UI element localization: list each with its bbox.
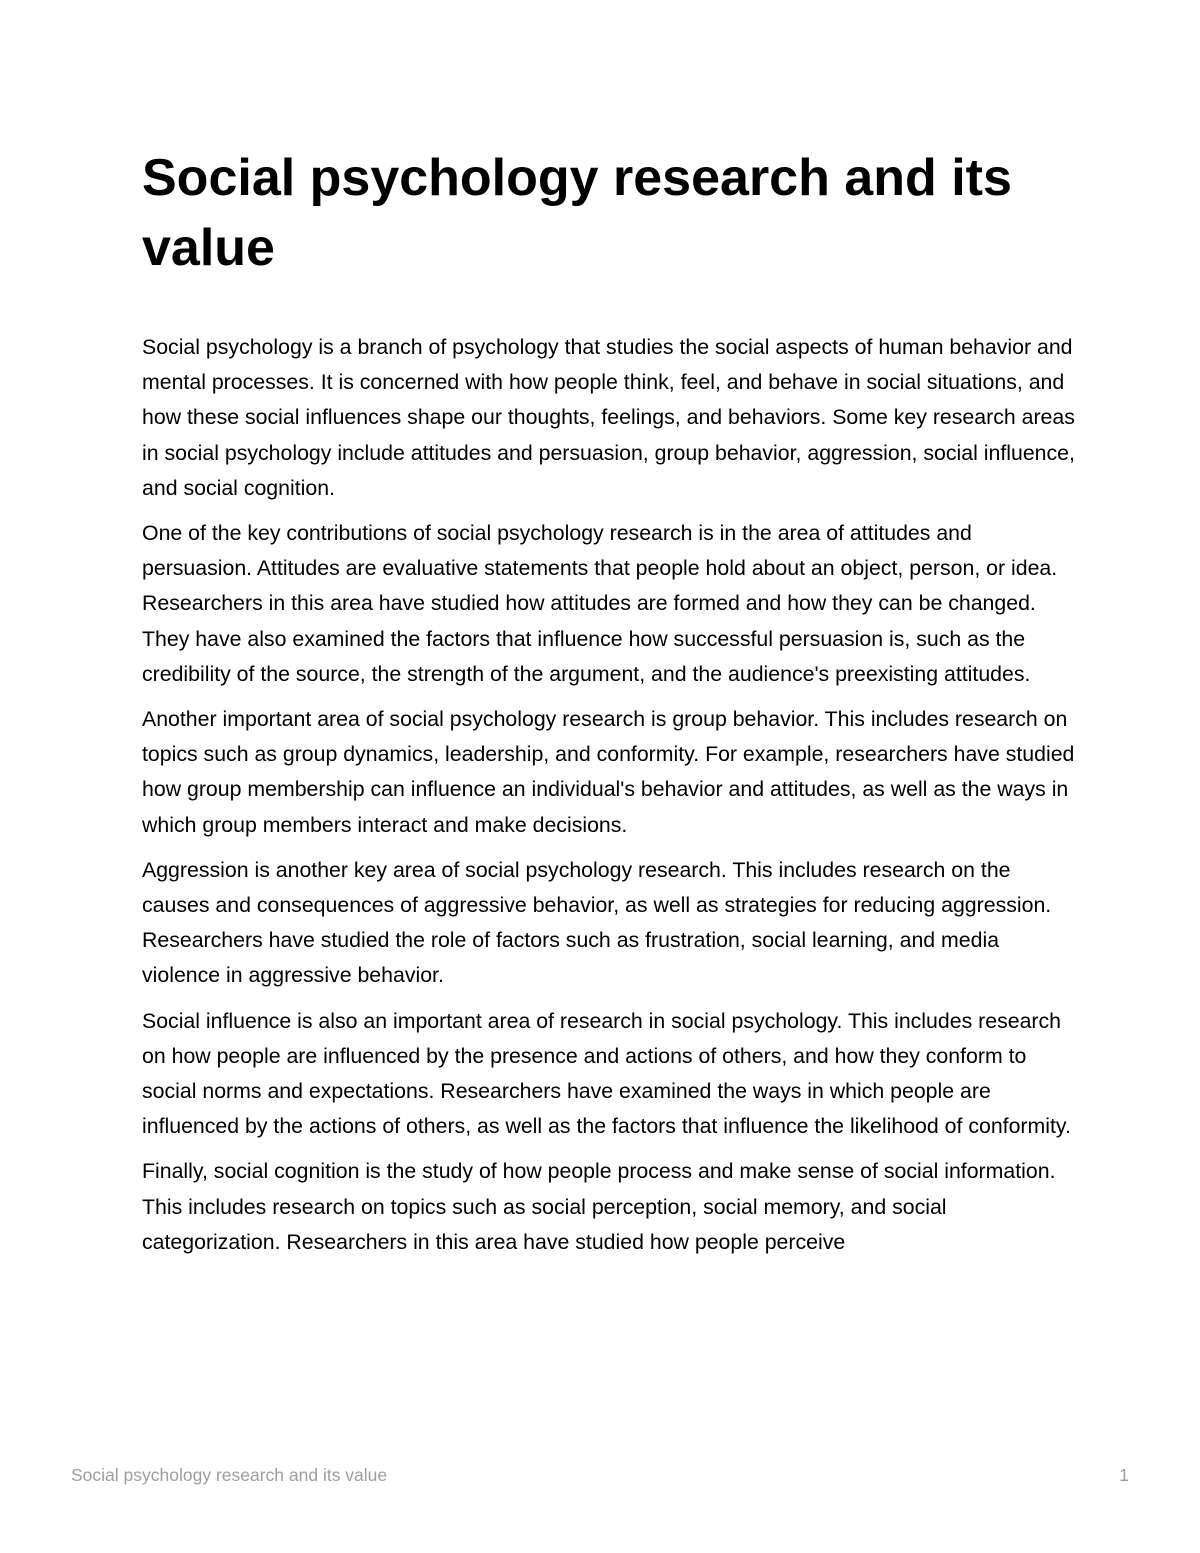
page-number: 1 bbox=[1119, 1465, 1129, 1485]
footer-title: Social psychology research and its value bbox=[71, 1465, 388, 1485]
page-footer bbox=[71, 1465, 1129, 1489]
document-body bbox=[142, 330, 1077, 1260]
paragraph-intro: Social psychology is a branch of psychology that studies the social aspects of human behavior and mental processes. It is concerned with how people think, feel, and behave in social situations, and how these social influences shape our thoughts, feelings, and behaviors. Some key research areas in social psychology include attitudes and persuasion, group behavior, aggression, social influence, and social cognition. bbox=[142, 335, 1075, 500]
paragraph-attitudes: One of the key contributions of social psychology research is in the area of attitudes and persuasion. Attitudes are evaluative statements that people hold about an object, person, or idea. Researchers in this area have studied how attitudes are formed and how they can be changed. They have also examined the factors that influence how successful persuasion is, such as the credibility of the source, the strength of the argument, and the audience's preexisting attitudes. bbox=[142, 521, 1058, 686]
page-content bbox=[142, 143, 1077, 1270]
paragraph-aggression: Aggression is another key area of social psychology research. This includes research on the causes and consequences of aggressive behavior, as well as strategies for reducing aggression. Researchers have studied the role of factors such as frustration, social learning, and media violence in aggressive behavior. bbox=[142, 857, 1052, 988]
paragraph-group-behavior: Another important area of social psychology research is group behavior. This includes research on topics such as group dynamics, leadership, and conformity. For example, researchers have studied how group membership can influence an individual's behavior and attitudes, as well as the ways in which group members interact and make decisions. bbox=[142, 707, 1075, 837]
paragraph-social-influence: Social influence is also an important area of research in social psychology. This includes research on how people are influenced by the presence and actions of others, and how they conform to social norms and expectations. Researchers have examined the ways in which people are influenced by the actions of others, as well as the factors that influence the likelihood of conformity. bbox=[142, 1008, 1071, 1139]
paragraph-social-cognition: Finally, social cognition is the study of how people process and make sense of social information. This includes research on topics such as social perception, social memory, and social categorization. Researchers in this area have studied how people perceive bbox=[142, 1159, 1056, 1254]
document-title: Social psychology research and its value bbox=[142, 149, 1012, 277]
